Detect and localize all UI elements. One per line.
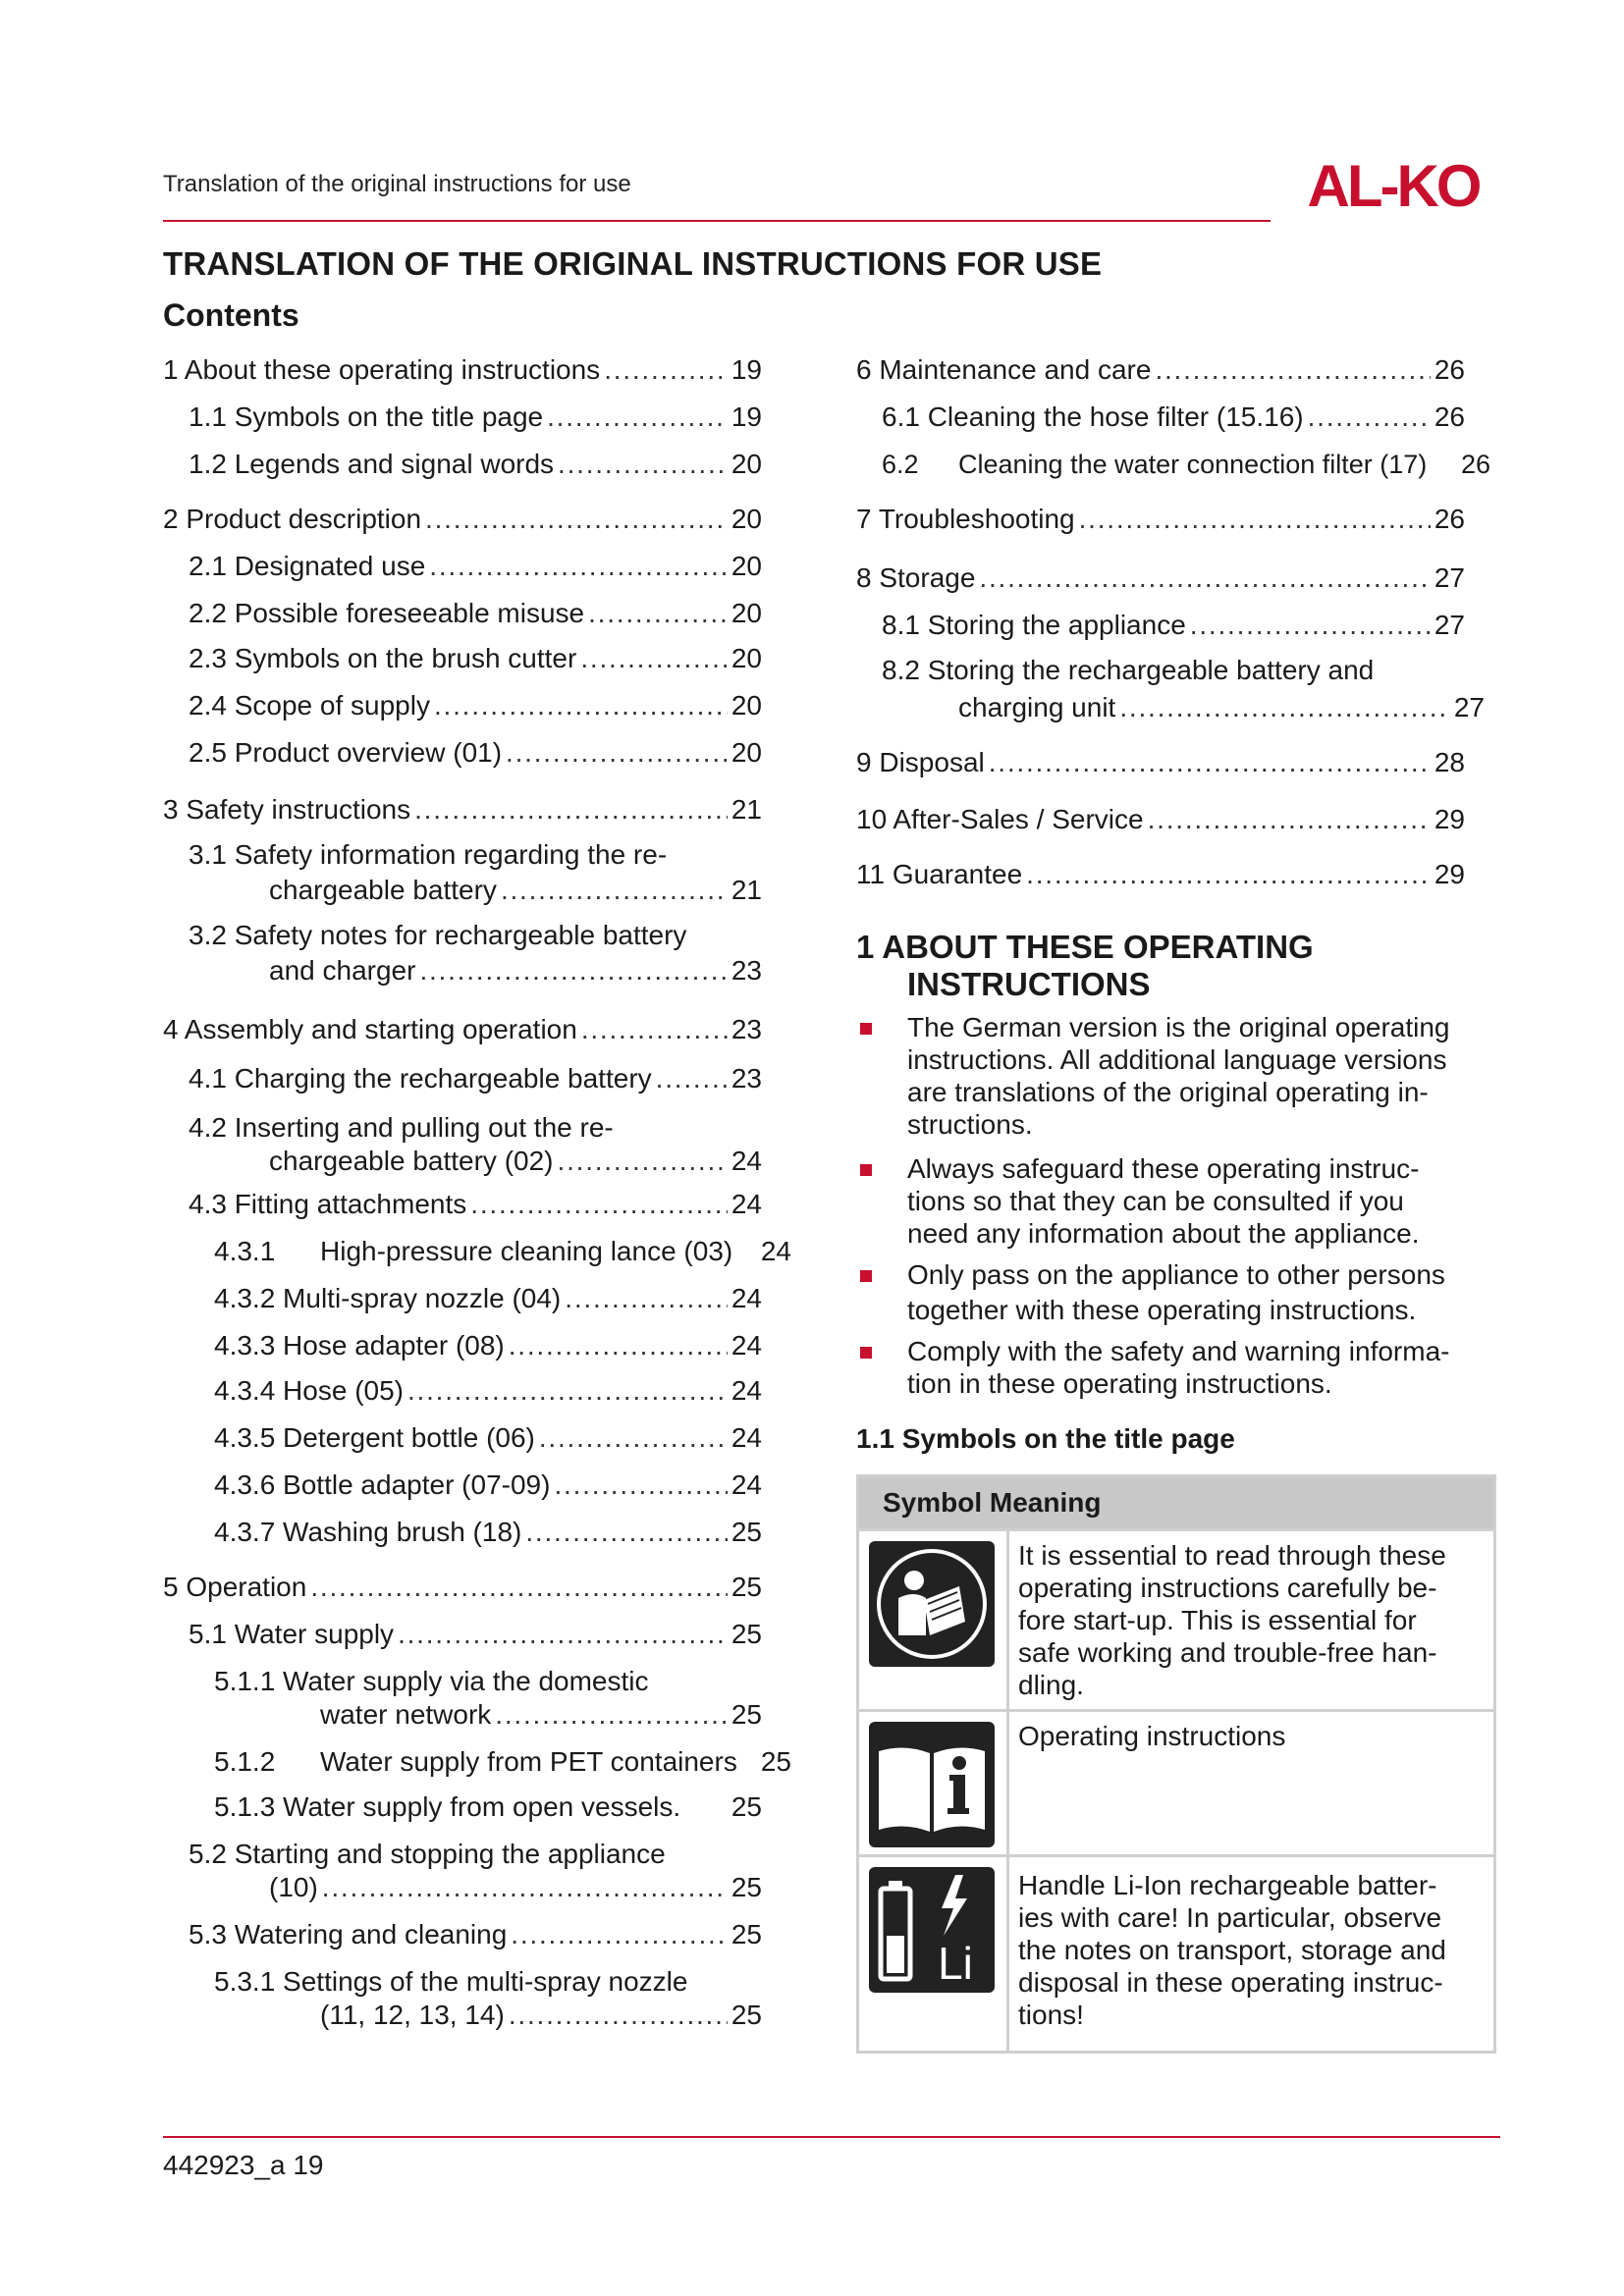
toc-entry[interactable] [189, 597, 762, 630]
toc-page: 19 [731, 354, 762, 385]
bullet-square-icon [860, 1164, 872, 1176]
toc-label-line1: 3.2 Safety notes for rechargeable battery [189, 920, 687, 950]
bullet-item [856, 1335, 1494, 1400]
toc-label: 9 Disposal [856, 747, 985, 777]
toc-page: 20 [731, 449, 762, 479]
toc-label: 5 Operation [163, 1572, 307, 1602]
toc-label: 10 After-Sales / Service [856, 804, 1144, 834]
toc-entry[interactable] [214, 1421, 762, 1455]
toc-page: 24 [760, 1236, 791, 1266]
toc-entry[interactable] [320, 1698, 762, 1732]
toc-label-line1: 8.2 Storing the rechargeable battery and [882, 655, 1375, 685]
symbol-row [859, 1528, 1493, 1712]
toc-label: 1.1 Symbols on the title page [189, 401, 544, 432]
toc-page: 24 [731, 1189, 762, 1219]
toc-label: 4.1 Charging the rechargeable battery [189, 1063, 652, 1094]
toc-label-line1: 4.2 Inserting and pulling out the re- [189, 1112, 614, 1143]
toc-page: 20 [731, 690, 762, 721]
toc-page: 23 [731, 955, 762, 986]
symbols-table [856, 1474, 1496, 2054]
symbols-heading: 1.1 Symbols on the title page [856, 1423, 1235, 1454]
bullet-square-icon [860, 1023, 872, 1035]
toc-label: 2.5 Product overview (01) [189, 737, 503, 768]
bullet-item [856, 1258, 1494, 1326]
document-title: TRANSLATION OF THE ORIGINAL INSTRUCTIONS FOR USE [163, 245, 1103, 282]
toc-label: 4.3.6 Bottle adapter (07-09) [214, 1469, 551, 1500]
toc-label: 8.1 Storing the appliance [882, 610, 1186, 640]
toc-entry[interactable]: 5.1.3 Water supply from open vessels . 25 [214, 1791, 762, 1822]
symbol-meaning: It is essential to read through these operating instructions carefully be- fore start-up. This is essential for safe working and trouble-free han- dling. [1018, 1540, 1446, 1700]
toc-page: 25 [760, 1746, 791, 1777]
toc-entry[interactable] [856, 746, 1465, 779]
toc-page: 28 [1434, 747, 1465, 777]
toc-entry[interactable] [189, 736, 762, 770]
toc-entry[interactable] [163, 793, 762, 827]
toc-label: 2.3 Symbols on the brush cutter [189, 643, 577, 673]
toc-entry[interactable] [269, 1145, 762, 1178]
toc-page: 21 [731, 875, 762, 905]
toc-page: 20 [731, 643, 762, 673]
toc-label: 6.1 Cleaning the hose filter (15.16) [882, 401, 1304, 432]
toc-page: 27 [1434, 610, 1465, 640]
toc-entry[interactable] [189, 1188, 762, 1221]
symbol-row [859, 1709, 1493, 1857]
toc-page: 26 [1434, 504, 1465, 534]
toc-page: 29 [1434, 804, 1465, 834]
contents-heading: Contents [163, 297, 299, 333]
toc-page: 23 [731, 1014, 762, 1044]
toc-label: 2.1 Designated use [189, 551, 426, 581]
toc-label: 4.3 Fitting attachments [189, 1189, 467, 1219]
toc-entry[interactable] [189, 1918, 762, 1951]
toc-label: 5.3 Watering and cleaning [189, 1919, 508, 1949]
toc-label: Water supply from PET containers [320, 1746, 737, 1777]
toc-page: 24 [731, 1469, 762, 1500]
section-1-heading [856, 929, 1314, 1003]
toc-label: 4.3.4 Hose (05) [214, 1375, 404, 1406]
toc-label: 6 Maintenance and care [856, 354, 1152, 385]
footer-rule [163, 2136, 1500, 2138]
toc-entry[interactable] [214, 1516, 762, 1549]
footer-page-number: 442923_a 19 [163, 2150, 324, 2180]
toc-label: and charger [269, 955, 416, 986]
toc-label: 4.3.3 Hose adapter (08) [214, 1330, 505, 1361]
toc-page: 25 [731, 1699, 762, 1730]
bullet-line: are translations of the original operating in- [907, 1077, 1429, 1107]
toc-label: 3 Safety instructions [163, 794, 411, 825]
bullet-line: tion in these operating instructions. [907, 1368, 1332, 1399]
toc-page: 25 [731, 2000, 762, 2030]
running-header: Translation of the original instructions for use [163, 171, 631, 197]
toc-number: 5.1.2 [214, 1746, 276, 1777]
toc-entry[interactable] [163, 1013, 762, 1046]
symbol-meaning: Operating instructions [1018, 1721, 1286, 1751]
toc-label: 1.2 Legends and signal words [189, 449, 555, 479]
bullet-line: instructions. All additional language versions [907, 1044, 1447, 1075]
toc-entry[interactable] [214, 1745, 791, 1779]
toc-entry[interactable] [856, 561, 1465, 595]
toc-page: 27 [1453, 692, 1485, 722]
bullet-line: Only pass on the appliance to other persons [907, 1259, 1445, 1290]
toc-number: 6.2 [882, 450, 919, 479]
toc-entry[interactable] [189, 1618, 762, 1651]
symbols-table-header-label: Symbol Meaning [883, 1487, 1102, 1518]
toc-label: 4.3.2 Multi-spray nozzle (04) [214, 1283, 562, 1313]
toc-page: 29 [1434, 859, 1465, 889]
toc-page: 23 [731, 1063, 762, 1094]
section-1-heading-line1: 1 ABOUT THESE OPERATING [856, 929, 1314, 965]
toc-entry[interactable] [856, 858, 1465, 891]
toc-label: High-pressure cleaning lance (03) [320, 1236, 733, 1266]
toc-page: 20 [731, 737, 762, 768]
toc-number: 4.3.1 [214, 1236, 276, 1266]
toc-entry[interactable] [189, 689, 762, 722]
bullet-item [856, 1152, 1494, 1250]
toc-label: charging unit [958, 692, 1116, 722]
toc-label: 8 Storage [856, 562, 976, 593]
toc-label: 4 Assembly and starting operation [163, 1014, 577, 1044]
toc-label: Cleaning the water connection filter (17) [958, 450, 1428, 479]
toc-label: 2 Product description [163, 504, 422, 534]
bullet-line: Always safeguard these operating instruc- [907, 1153, 1420, 1184]
toc-label: water network [320, 1699, 492, 1730]
toc-page: 25 [731, 1619, 762, 1649]
toc-entry[interactable] [214, 1374, 762, 1408]
bullet-item [856, 1011, 1494, 1141]
bullet-line: together with these operating instructions. [907, 1295, 1417, 1325]
li-ion-battery-icon [869, 1867, 995, 1993]
toc-entry[interactable] [856, 803, 1465, 836]
toc-page: 25 [731, 1572, 762, 1602]
toc-label: 4.3.7 Washing brush (18) [214, 1517, 522, 1547]
toc-entry[interactable] [856, 353, 1465, 387]
toc-label: (10) [269, 1872, 318, 1902]
symbol-meaning: Handle Li-Ion rechargeable batter- ies with care! In particular, observe the notes on transport, storage and disposal in these operating instruc- tions! [1018, 1870, 1446, 2030]
toc-label-line1: 5.3.1 Settings of the multi-spray nozzle [214, 1966, 688, 1997]
toc-entry[interactable] [856, 503, 1465, 536]
toc-entry[interactable] [189, 448, 762, 481]
toc-entry[interactable] [163, 353, 762, 387]
bullet-line: structions. [907, 1109, 1033, 1140]
toc-page: 26 [1434, 401, 1465, 432]
toc-label-line1: 3.1 Safety information regarding the re- [189, 839, 668, 870]
battery-icon-label: Li [938, 1938, 973, 1989]
toc-entry[interactable] [269, 954, 762, 988]
toc-entry[interactable] [189, 642, 762, 675]
toc-label: 11 Guarantee [856, 859, 1023, 889]
toc-entry[interactable] [958, 691, 1485, 724]
toc-entry[interactable] [882, 400, 1465, 434]
toc-page: 19 [731, 401, 762, 432]
symbols-table-header [859, 1477, 1493, 1528]
toc-page: 20 [731, 598, 762, 628]
toc-page: 21 [731, 794, 762, 825]
toc-entry[interactable] [882, 448, 1490, 481]
toc-entry[interactable] [189, 400, 762, 434]
bullet-line: Comply with the safety and warning informa- [907, 1336, 1450, 1366]
section-1-heading-line2: INSTRUCTIONS [907, 966, 1151, 1002]
toc-page: 26 [1434, 354, 1465, 385]
toc-entry[interactable] [214, 1468, 762, 1502]
toc-page: 20 [731, 551, 762, 581]
header-rule [163, 220, 1271, 222]
toc-entry[interactable] [163, 1571, 762, 1604]
toc-label: 5.1.3 Water supply from open vessels [214, 1791, 674, 1822]
toc-label-line1: 5.1.1 Water supply via the domestic [214, 1666, 649, 1696]
toc-page: 26 [1460, 450, 1490, 479]
toc-label-line1: 5.2 Starting and stopping the appliance [189, 1839, 666, 1869]
bullet-line: tions so that they can be consulted if you [907, 1186, 1404, 1216]
operating-instructions-book-icon [869, 1722, 995, 1847]
toc-page: 25 [731, 1791, 762, 1822]
toc-label: 7 Troubleshooting [856, 504, 1075, 534]
toc-entry[interactable] [189, 550, 762, 583]
toc-label: 1 About these operating instructions [163, 354, 601, 385]
al-ko-logo [1286, 157, 1500, 214]
toc-page: 25 [731, 1919, 762, 1949]
toc-page: 24 [731, 1283, 762, 1313]
toc-label: (11, 12, 13, 14) [320, 2000, 505, 2030]
toc-page: 20 [731, 504, 762, 534]
toc-entry[interactable] [189, 1062, 762, 1095]
toc-page: 24 [731, 1146, 762, 1176]
logo-text: AL-KO [1307, 157, 1480, 214]
bullet-square-icon [860, 1270, 872, 1282]
toc-label: 2.4 Scope of supply [189, 690, 430, 721]
toc-entry[interactable] [214, 1282, 762, 1315]
toc-label: 4.3.5 Detergent bottle (06) [214, 1422, 535, 1453]
toc-entry[interactable] [163, 503, 762, 536]
toc-page: 27 [1434, 562, 1465, 593]
bullet-square-icon [860, 1347, 872, 1359]
symbol-row [859, 1854, 1493, 2054]
toc-page: 24 [731, 1330, 762, 1361]
toc-entry[interactable] [320, 1999, 762, 2032]
toc-entry[interactable] [269, 874, 762, 907]
toc-page: 25 [731, 1872, 762, 1902]
toc-label: chargeable battery (02) [269, 1146, 554, 1176]
bullet-line: need any information about the appliance. [907, 1218, 1420, 1249]
read-manual-icon [869, 1541, 995, 1667]
toc-entry[interactable] [269, 1871, 762, 1904]
toc-entry[interactable] [214, 1329, 762, 1362]
toc-page: 24 [731, 1422, 762, 1453]
toc-page: 25 [731, 1517, 762, 1547]
toc-entry[interactable] [882, 609, 1465, 642]
toc-label: 5.1 Water supply [189, 1619, 395, 1649]
bullet-line: The German version is the original operating [907, 1012, 1450, 1042]
toc-label: chargeable battery [269, 875, 497, 905]
toc-label: 2.2 Possible foreseeable misuse [189, 598, 585, 628]
toc-page: 24 [731, 1375, 762, 1406]
toc-entry[interactable] [214, 1235, 791, 1268]
